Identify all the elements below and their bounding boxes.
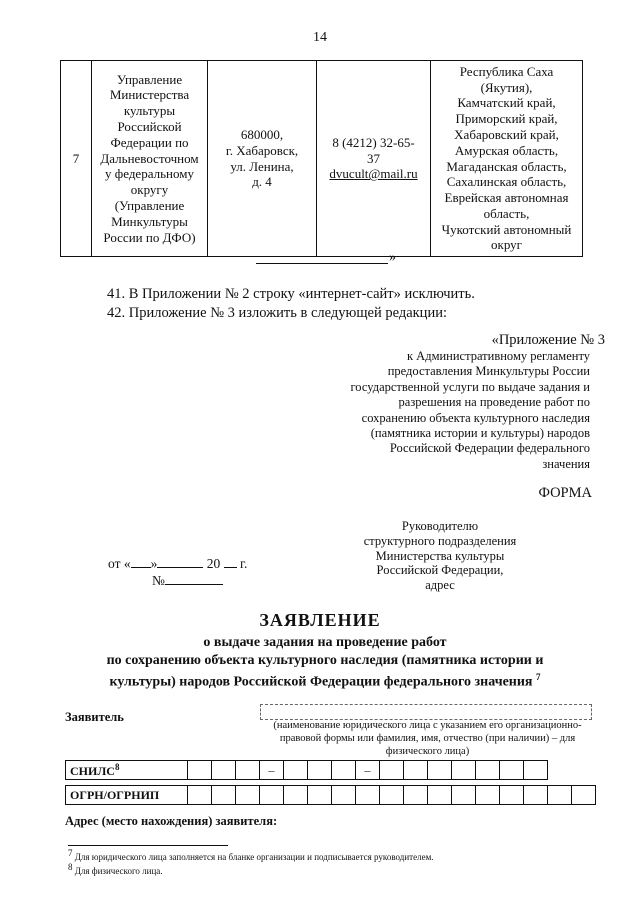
region-line: Республика Саха — [459, 63, 554, 79]
ogrn-digit-cell[interactable] — [572, 786, 596, 805]
recipient-line: структурного подразделения — [363, 533, 517, 548]
ogrn-digit-cell[interactable] — [188, 786, 212, 805]
form-label: ФОРМА — [538, 485, 592, 501]
ogrn-digit-cell[interactable] — [284, 786, 308, 805]
address-line: д. 4 — [252, 174, 272, 190]
organization-line: Дальневосточном — [100, 150, 199, 166]
organization-cell — [92, 61, 208, 257]
ogrn-digit-cell[interactable] — [404, 786, 428, 805]
appendix-title: «Приложение № 3 — [491, 332, 605, 348]
email-link[interactable]: dvucult@mail.ru — [329, 166, 418, 182]
row-number-cell: 7 — [61, 61, 92, 257]
recipient-line: Российской Федерации, — [376, 563, 504, 578]
organization-line: Федерации по — [110, 134, 189, 150]
recipient-line: адрес — [425, 578, 455, 593]
ogrn-digit-cell[interactable] — [380, 786, 404, 805]
footnote-divider — [68, 845, 228, 846]
closing-quote: » — [389, 250, 396, 265]
region-line: Магаданская область, — [446, 158, 567, 174]
region-line: Амурская область, — [454, 142, 559, 158]
appendix-reference — [330, 349, 590, 472]
snils-digit-cell[interactable] — [524, 761, 548, 780]
organization-line: России по ДФО) — [103, 229, 196, 245]
snils-digit-cell[interactable] — [308, 761, 332, 780]
appendix-reference-line: к Административному регламенту — [406, 349, 590, 363]
region-line: Сахалинская область, — [446, 174, 567, 190]
ogrn-digit-cell[interactable] — [548, 786, 572, 805]
phone-line: 37 — [367, 150, 380, 166]
recipient-block — [340, 519, 540, 593]
applicant-hint — [265, 719, 590, 758]
address-label: Адрес (место нахождения) заявителя: — [65, 814, 278, 828]
region-line: Приморский край, — [455, 111, 558, 127]
address-line: ул. Ленина, — [230, 158, 294, 174]
applicant-hint-line: физического лица) — [385, 746, 470, 757]
organization-line: Минкультуры — [111, 213, 188, 229]
applicant-label: Заявитель — [65, 710, 124, 724]
snils-digit-cell[interactable] — [500, 761, 524, 780]
ogrn-grid — [65, 785, 596, 805]
organization-line: Российской — [117, 119, 182, 134]
region-line: округ — [491, 237, 522, 253]
address-line: 680000, — [240, 126, 284, 142]
footnote-8: $^8$ Для физического лица. — [68, 862, 163, 876]
ogrn-label: ОГРН/ОГРНИП — [66, 786, 188, 805]
snils-label: СНИЛС$^8$ — [66, 761, 188, 780]
address-line: г. Хабаровск, — [225, 142, 299, 158]
phone-line: 8 (4212) 32-65- — [332, 134, 415, 150]
regions-cell — [431, 61, 583, 257]
region-line: (Якутия), — [480, 79, 533, 95]
ogrn-digit-cell[interactable] — [356, 786, 380, 805]
item-42: 42. Приложение № 3 изложить в следующей редакции: — [107, 305, 447, 321]
snils-separator: – — [260, 761, 284, 780]
contacts-cell — [317, 61, 431, 257]
snils-separator: – — [356, 761, 380, 780]
applicant-name-field[interactable] — [260, 704, 592, 720]
appendix-reference-line: предоставления Минкультуры России — [387, 364, 590, 379]
snils-digit-cell[interactable] — [404, 761, 428, 780]
table-row — [61, 61, 583, 257]
recipient-line: Министерства культуры — [375, 548, 505, 563]
snils-digit-cell[interactable] — [236, 761, 260, 780]
ogrn-digit-cell[interactable] — [476, 786, 500, 805]
appendix-reference-line: разрешения на проведение работ по — [398, 395, 590, 410]
ogrn-digit-cell[interactable] — [236, 786, 260, 805]
item-41: 41. В Приложении № 2 строку «интернет-сайт» исключить. — [107, 286, 475, 302]
region-line: Еврейская автономная — [444, 190, 569, 206]
snils-digit-cell[interactable] — [332, 761, 356, 780]
applicant-hint-line: правовой формы или фамилия, имя, отчество (при наличии) – для — [279, 733, 576, 744]
appendix-reference-line: (памятника истории и культуры) народов — [370, 426, 590, 441]
organization-line: у федеральному — [105, 166, 194, 182]
ogrn-digit-cell[interactable] — [428, 786, 452, 805]
ogrn-digit-cell[interactable] — [212, 786, 236, 805]
ogrn-digit-cell[interactable] — [332, 786, 356, 805]
appendix-reference-line: сохранению объекта культурного наследия — [361, 410, 590, 425]
address-cell — [208, 61, 317, 257]
region-line: Чукотский автономный — [441, 221, 572, 237]
appendix-reference-line: значения — [542, 456, 590, 471]
snils-digit-cell[interactable] — [212, 761, 236, 780]
departments-table — [60, 60, 583, 257]
ogrn-digit-cell[interactable] — [308, 786, 332, 805]
ogrn-digit-cell[interactable] — [452, 786, 476, 805]
document-title: ЗАЯВЛЕНИЕ — [259, 610, 381, 630]
organization-line: Министерства — [109, 87, 190, 103]
applicant-hint-line: (наименование юридического лица с указанием его организационно- — [273, 720, 582, 731]
organization-line: (Управление — [114, 197, 185, 213]
region-line: Камчатский край, — [457, 95, 556, 111]
snils-grid — [65, 760, 548, 780]
recipient-line: Руководителю — [401, 519, 479, 533]
page-number: 14 — [313, 30, 327, 45]
snils-digit-cell[interactable] — [380, 761, 404, 780]
snils-digit-cell[interactable] — [188, 761, 212, 780]
ogrn-digit-cell[interactable] — [260, 786, 284, 805]
appendix-reference-line: Российской Федерации федерального — [389, 441, 590, 456]
closing-line — [256, 263, 388, 264]
snils-digit-cell[interactable] — [476, 761, 500, 780]
organization-line: округу — [130, 182, 169, 198]
region-line: Хабаровский край, — [454, 126, 559, 142]
ogrn-digit-cell[interactable] — [500, 786, 524, 805]
organization-line: культуры — [123, 103, 176, 119]
footnote-7: $^7$ Для юридического лица заполняется на бланке организации и подписывается руководителем. — [68, 848, 434, 862]
document-subtitle: о выдаче задания на проведение работ по сохранению объекта культурного наследия (памятника истории и культуры) народов Российской Федерации федерального значения $^7$ — [106, 635, 544, 690]
region-line: область, — [483, 205, 530, 221]
ogrn-digit-cell[interactable] — [524, 786, 548, 805]
snils-digit-cell[interactable] — [284, 761, 308, 780]
date-line: от « » 20 г. — [108, 556, 248, 571]
appendix-reference-line: государственной услуги по выдаче задания и — [350, 379, 590, 394]
snils-digit-cell[interactable] — [428, 761, 452, 780]
snils-digit-cell[interactable] — [452, 761, 476, 780]
number-line: № — [152, 573, 223, 589]
organization-line: Управление — [116, 71, 183, 87]
